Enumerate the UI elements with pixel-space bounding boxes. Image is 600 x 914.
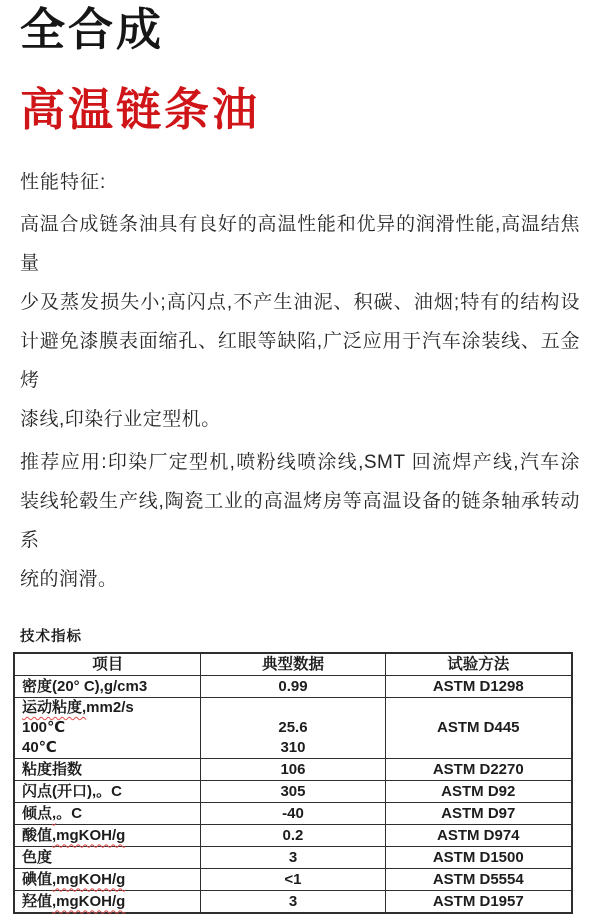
specs-caption: 技术指标 [20,629,82,645]
item-cell: 运动粘度,mm2/s 100℃ 40℃ [14,698,201,759]
table-header-row [14,653,572,676]
method-cell: ASTM D445 [385,698,572,759]
value-cell: -40 [201,803,385,825]
value-cell: 3 [201,847,385,869]
paragraph-line: 统的润滑。 [20,569,118,590]
method-cell: ASTM D974 [385,825,572,847]
item-cell: 倾点,。C [14,803,201,825]
method-cell: ASTM D5554 [385,869,572,891]
value-cell: 0.99 [201,676,385,698]
table-row-viscosity-index [14,759,572,781]
method-cell: ASTM D1298 [385,676,572,698]
value-cell: 0.2 [201,825,385,847]
table-row-density [14,676,572,698]
column-header-test-method: 试验方法 [385,653,572,676]
value-cell: 3 [201,891,385,914]
item-cell: 闪点(开口),。C [14,781,201,803]
column-header-item: 项目 [14,653,201,676]
paragraph-line: 计避免漆膜表面缩孔、红眼等缺陷,广泛应用于汽车涂装线、五金烤 [20,331,580,391]
item-cell: 色度 [14,847,201,869]
table-row-acid-value [14,825,572,847]
item-cell: 密度(20° C),g/cm3 [14,676,201,698]
paragraph-line: 漆线,印染行业定型机。 [20,409,221,430]
table-row-pour-point [14,803,572,825]
value-cell: 106 [201,759,385,781]
method-cell: ASTM D92 [385,781,572,803]
features-paragraph [20,205,580,439]
applications-paragraph [20,443,580,599]
method-cell: ASTM D97 [385,803,572,825]
paragraph-line: 推荐应用:印染厂定型机,喷粉线喷涂线,SMT 回流焊产线,汽车涂 [20,452,580,473]
features-heading: 性能特征: [20,172,107,193]
table-row-hydroxyl-value [14,891,572,914]
paragraph-line: 高温合成链条油具有良好的高温性能和优异的润滑性能,高温结焦量 [20,214,580,274]
table-row-color [14,847,572,869]
item-cell: 酸值,mgKOH/g [14,825,201,847]
page-title-black: 全合成 [20,4,165,55]
table-row-viscosity [14,698,572,759]
paragraph-line: 少及蒸发损失小;高闪点,不产生油泥、积碳、油烟;特有的结构设 [20,292,580,313]
item-cell: 羟值,mgKOH/g [14,891,201,914]
column-header-typical-data: 典型数据 [201,653,385,676]
value-cell: 305 [201,781,385,803]
table-row-flash-point [14,781,572,803]
paragraph-line: 装线轮毂生产线,陶瓷工业的高温烤房等高温设备的链条轴承转动系 [20,491,580,551]
method-cell: ASTM D2270 [385,759,572,781]
item-cell: 粘度指数 [14,759,201,781]
page-title-red: 高温链条油 [20,84,261,135]
method-cell: ASTM D1500 [385,847,572,869]
value-cell: 25.6 310 [201,698,385,759]
specs-table [13,652,573,914]
table-row-iodine-value [14,869,572,891]
item-cell: 碘值,mgKOH/g [14,869,201,891]
value-cell: <1 [201,869,385,891]
method-cell: ASTM D1957 [385,891,572,914]
